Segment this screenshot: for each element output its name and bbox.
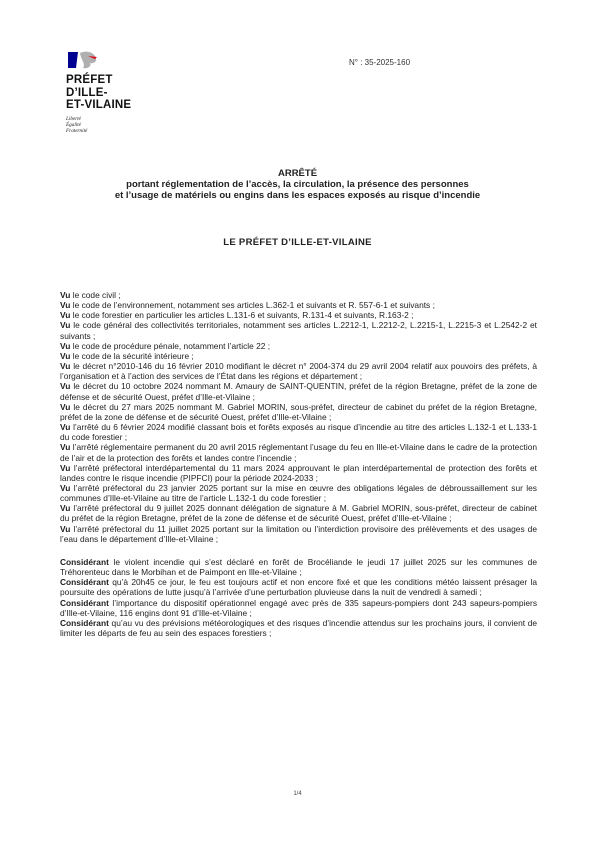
vu-clause-text: le code général des collectivités territoriales, notamment ses articles L.2212-1, L.2212-2, L.2215-1, L.2215-3 et L.2542-2 et suivants ;: [60, 320, 537, 341]
decree-body: [60, 290, 537, 638]
decree-heading: ARRÊTÉ: [277, 168, 318, 179]
motto-line: Fraternité: [66, 128, 88, 135]
vu-clause: [60, 402, 537, 422]
vu-clause-text: l’arrêté préfectoral interdépartemental du 11 mars 2024 approuvant le plan interdépartemental de protection des forêts et landes contre le risque incendie (PIPFCI) pour la période 2024-2033 ;: [60, 462, 537, 483]
prefecture-name-line: PRÉFET: [66, 74, 113, 86]
vu-clause: [60, 341, 537, 351]
vu-clause-lead: Vu: [60, 300, 71, 311]
considerant-clauses: [60, 557, 537, 638]
vu-clause-text: le code de la sécurité intérieure ;: [72, 350, 194, 361]
vu-clause-text: l’arrêté préfectoral du 11 juillet 2025 portant sur la limitation ou l’interdiction provisoire des prélèvements et des usages de l’eau dans le département d’Ille-et-Vilaine ;: [60, 523, 538, 544]
vu-clause-text: le décret du 10 octobre 2024 nommant M. Amaury de SAINT-QUENTIN, préfet de la région Bretagne, préfet de la zone de défense et de sécurité Ouest, préfet d’Ille-et-Vilaine ;: [60, 381, 538, 402]
section-spacer: [60, 544, 537, 557]
vu-clause: [60, 290, 537, 300]
vu-clause: [60, 503, 537, 523]
vu-clause-lead: Vu: [60, 340, 71, 351]
vu-clause-lead: Vu: [60, 422, 71, 433]
considerant-clause: [60, 557, 537, 577]
considerant-clause-lead: Considérant: [60, 617, 109, 628]
authority-heading: LE PRÉFET D’ILLE-ET-VILAINE: [223, 237, 372, 248]
vu-clause: [60, 361, 537, 381]
republic-motto: [66, 116, 166, 135]
vu-clauses: [60, 290, 537, 544]
vu-clause-lead: Vu: [60, 361, 71, 372]
considerant-clause: [60, 598, 537, 618]
vu-clause: [60, 422, 537, 442]
considerant-clause: [60, 577, 537, 597]
vu-clause: [60, 300, 537, 310]
considerant-clause-lead: Considérant: [60, 577, 109, 588]
considerant-clause-text: le violent incendie qui s’est déclaré en forêt de Brocéliande le jeudi 17 juillet 2025 sur les communes de Tréhorenteuc dans le Morbihan et de Paimpont en Ille-et-Vilaine ;: [60, 556, 538, 578]
vu-clause: [60, 320, 537, 340]
vu-clause-lead: Vu: [60, 381, 71, 392]
considerant-clause-text: qu’à 20h45 ce jour, le feu est toujours actif et non encore fixé et que les conditions météo laissent présager la poursuite des opérations de lutte jusqu’à l’arrivée d’une perturbation pluvieuse dans la nuit de vendredi à samedi ;: [60, 577, 538, 598]
vu-clause: [60, 483, 537, 503]
vu-clause-text: l’arrêté préfectoral du 9 juillet 2025 donnant délégation de signature à M. Gabriel MORIN, sous-préfet, directeur de cabinet du préfet de la région Bretagne, préfet de la zone de défense et de sécurité Ouest, préfet d’Ille-et-Vilaine ;: [60, 503, 538, 524]
decree-subtitle-line: portant réglementation de l’accès, la circulation, la présence des personnes: [126, 179, 469, 190]
page-number: 1/4: [293, 791, 302, 797]
vu-clause-text: le code civil ;: [72, 290, 121, 300]
vu-clause: [60, 463, 537, 483]
vu-clause-lead: Vu: [60, 350, 71, 361]
vu-clause: [60, 381, 537, 401]
considerant-clause-text: l’importance du dispositif opérationnel engagé avec près de 335 sapeurs-pompiers dont 243 sapeurs-pompiers d’Ille-et-Vilaine, 116 engins dont 91 d’Ille-et-Vilaine ;: [60, 597, 538, 618]
marianne-icon: [66, 50, 98, 70]
prefecture-name-line: D’ILLE-: [66, 86, 108, 99]
vu-clause: [60, 351, 537, 361]
considerant-clause-lead: Considérant: [60, 597, 109, 608]
vu-clause-lead: Vu: [60, 290, 71, 300]
vu-clause-text: le code de procédure pénale, notamment l’article 22 ;: [72, 340, 271, 351]
vu-clause-lead: Vu: [60, 310, 71, 321]
vu-clause-lead: Vu: [60, 482, 71, 493]
vu-clause-text: l’arrêté du 6 février 2024 modifié classant bois et forêts exposés au risque d’incendie au titre des articles L.132-1 et L.133-1 du code forestier ;: [60, 422, 537, 443]
vu-clause-lead: Vu: [60, 462, 71, 473]
vu-clause-text: le décret du 27 mars 2025 nommant M. Gabriel MORIN, sous-préfet, directeur de cabinet du préfet de la région Bretagne, préfet de la zone de défense et de sécurité Ouest, préfet d’Ille-et-Vilaine ;: [60, 401, 538, 422]
vu-clause-lead: Vu: [60, 503, 71, 514]
vu-clause-lead: Vu: [60, 320, 71, 331]
vu-clause: [60, 442, 537, 462]
considerant-clause-lead: Considérant: [60, 556, 109, 567]
motto-line: Liberté: [66, 115, 81, 122]
prefecture-name: [66, 74, 166, 112]
considerant-clause-text: qu’au vu des prévisions météorologiques et des risques d’incendie attendus sur les prochains jours, il convient de limiter les départs de feu au sein des espaces forestiers ;: [60, 617, 538, 638]
vu-clause: [60, 524, 537, 544]
vu-clause-text: le code de l’environnement, notamment ses articles L.362-1 et suivants et R. 557-6-1 et suivants ;: [72, 300, 435, 311]
motto-line: Égalité: [66, 121, 81, 128]
decree-reference: N° : 35-2025-160: [349, 58, 411, 67]
vu-clause-lead: Vu: [60, 401, 71, 412]
vu-clause-text: l’arrêté préfectoral du 23 janvier 2025 portant sur la mise en œuvre des obligations légales de débroussaillement sur les communes d’Ille-et-Vilaine au titre de l’article L.132-1 du code forestier ;: [60, 482, 537, 504]
vu-clause: [60, 310, 537, 320]
considerant-clause: [60, 618, 537, 638]
vu-clause-text: le code forestier en particulier les articles L.131-6 et suivants, R.131-4 et suivants, R.163-2 ;: [72, 310, 414, 321]
prefecture-logo: [66, 50, 166, 135]
decree-title: [40, 168, 555, 201]
vu-clause-text: l’arrêté réglementaire permanent du 20 avril 2015 réglementant l’usage du feu en Ille-et-Vilaine dans le cadre de la protection de l’air et de la protection des forêts et landes contre l’incendie ;: [60, 442, 538, 463]
vu-clause-lead: Vu: [60, 442, 71, 453]
vu-clause-text: le décret n°2010-146 du 16 février 2010 modifiant le décret n° 2004-374 du 29 avril 2004 relatif aux pouvoirs des préfets, à l’organisation et à l’action des services de l’État dans les régions et département ;: [60, 361, 537, 382]
decree-subtitle-line: et l’usage de matériels ou engins dans les espaces exposés au risque d’incendie: [114, 190, 481, 201]
vu-clause-lead: Vu: [60, 523, 71, 534]
prefecture-name-line: ET-VILAINE: [66, 99, 132, 111]
